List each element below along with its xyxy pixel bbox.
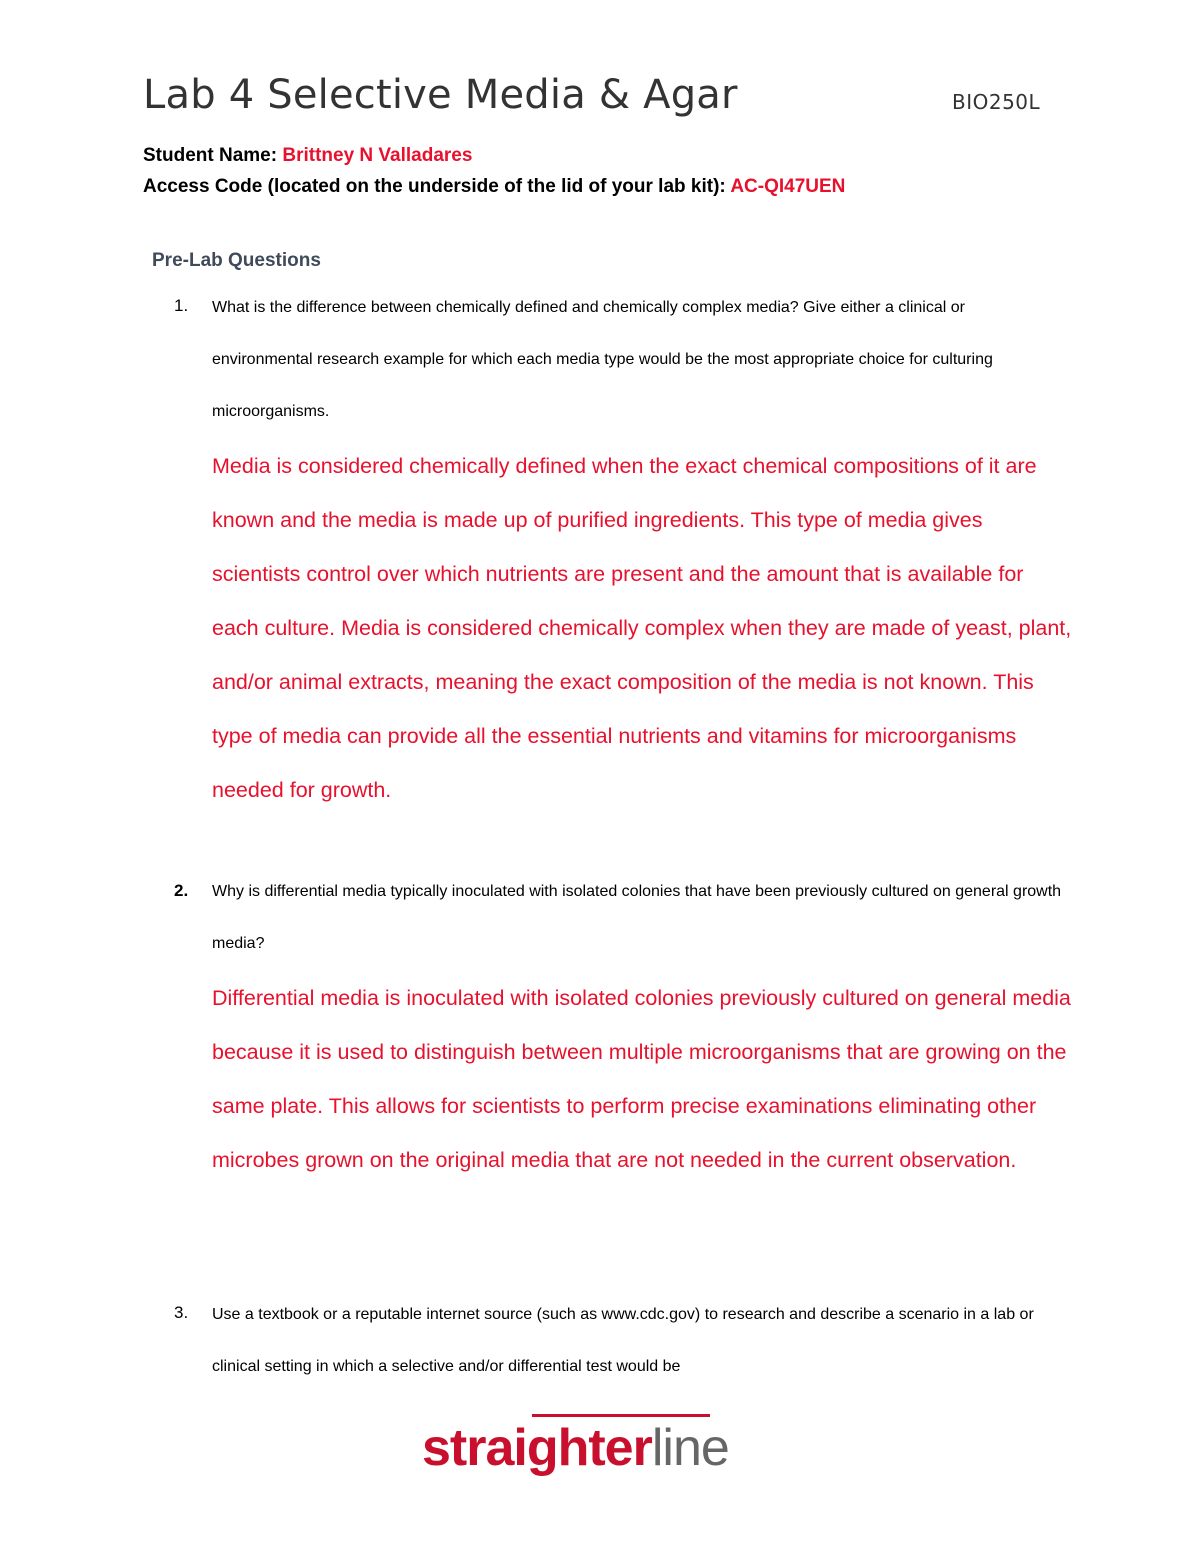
question-number-1: 1. <box>174 296 189 315</box>
access-code-value: AC-QI47UEN <box>730 176 846 197</box>
student-name-value: Brittney N Valladares <box>282 145 473 166</box>
straighterline-logo <box>422 1418 729 1478</box>
question-text-2: Why is differential media typically inoculated with isolated colonies that have been previously cultured on general growth media? <box>212 883 1062 952</box>
logo-light-text: line <box>651 1419 729 1477</box>
logo-accent-line <box>532 1414 710 1417</box>
access-code-label: Access Code (located on the underside of the lid of your lab kit): <box>143 176 731 197</box>
question-number-3: 3. <box>174 1303 189 1322</box>
logo-strong-text: straighter <box>422 1419 652 1477</box>
student-name-label: Student Name: <box>143 145 283 166</box>
course-code: BIO250L <box>952 90 1041 114</box>
answer-text-2: Differential media is inoculated with isolated colonies previously cultured on general media because it is used to distinguish between multiple microorganisms that are growing on the same plate. This allows for scientists to perform precise examinations eliminating other microbes grown on the original media that are not needed in the current observation. <box>212 986 1071 1172</box>
access-code-line <box>143 176 845 198</box>
section-heading: Pre-Lab Questions <box>152 250 321 271</box>
answer-text-1: Media is considered chemically defined when the exact chemical compositions of it are known and the media is made up of purified ingredients. This type of media gives scientists control over which nutrients are present and the amount that is available for each culture. Media is considered chemically complex when they are made of yeast, plant, and/or animal extracts, meaning the exact composition of the media is not known. This type of media can provide all the essential nutrients and vitamins for microorganisms needed for growth. <box>212 454 1072 802</box>
question-number-2: 2. <box>174 881 189 900</box>
document-title: Lab 4 Selective Media & Agar <box>143 72 738 118</box>
student-name-line <box>143 145 472 167</box>
question-text-3: Use a textbook or a reputable internet source (such as www.cdc.gov) to research and describe a scenario in a lab or clinical setting in which a selective and/or differential test would be <box>212 1306 1034 1375</box>
question-text-1: What is the difference between chemically defined and chemically complex media? Give either a clinical or environmental research example for which each media type would be the most appropriate choice for culturing microorganisms. <box>212 299 993 420</box>
